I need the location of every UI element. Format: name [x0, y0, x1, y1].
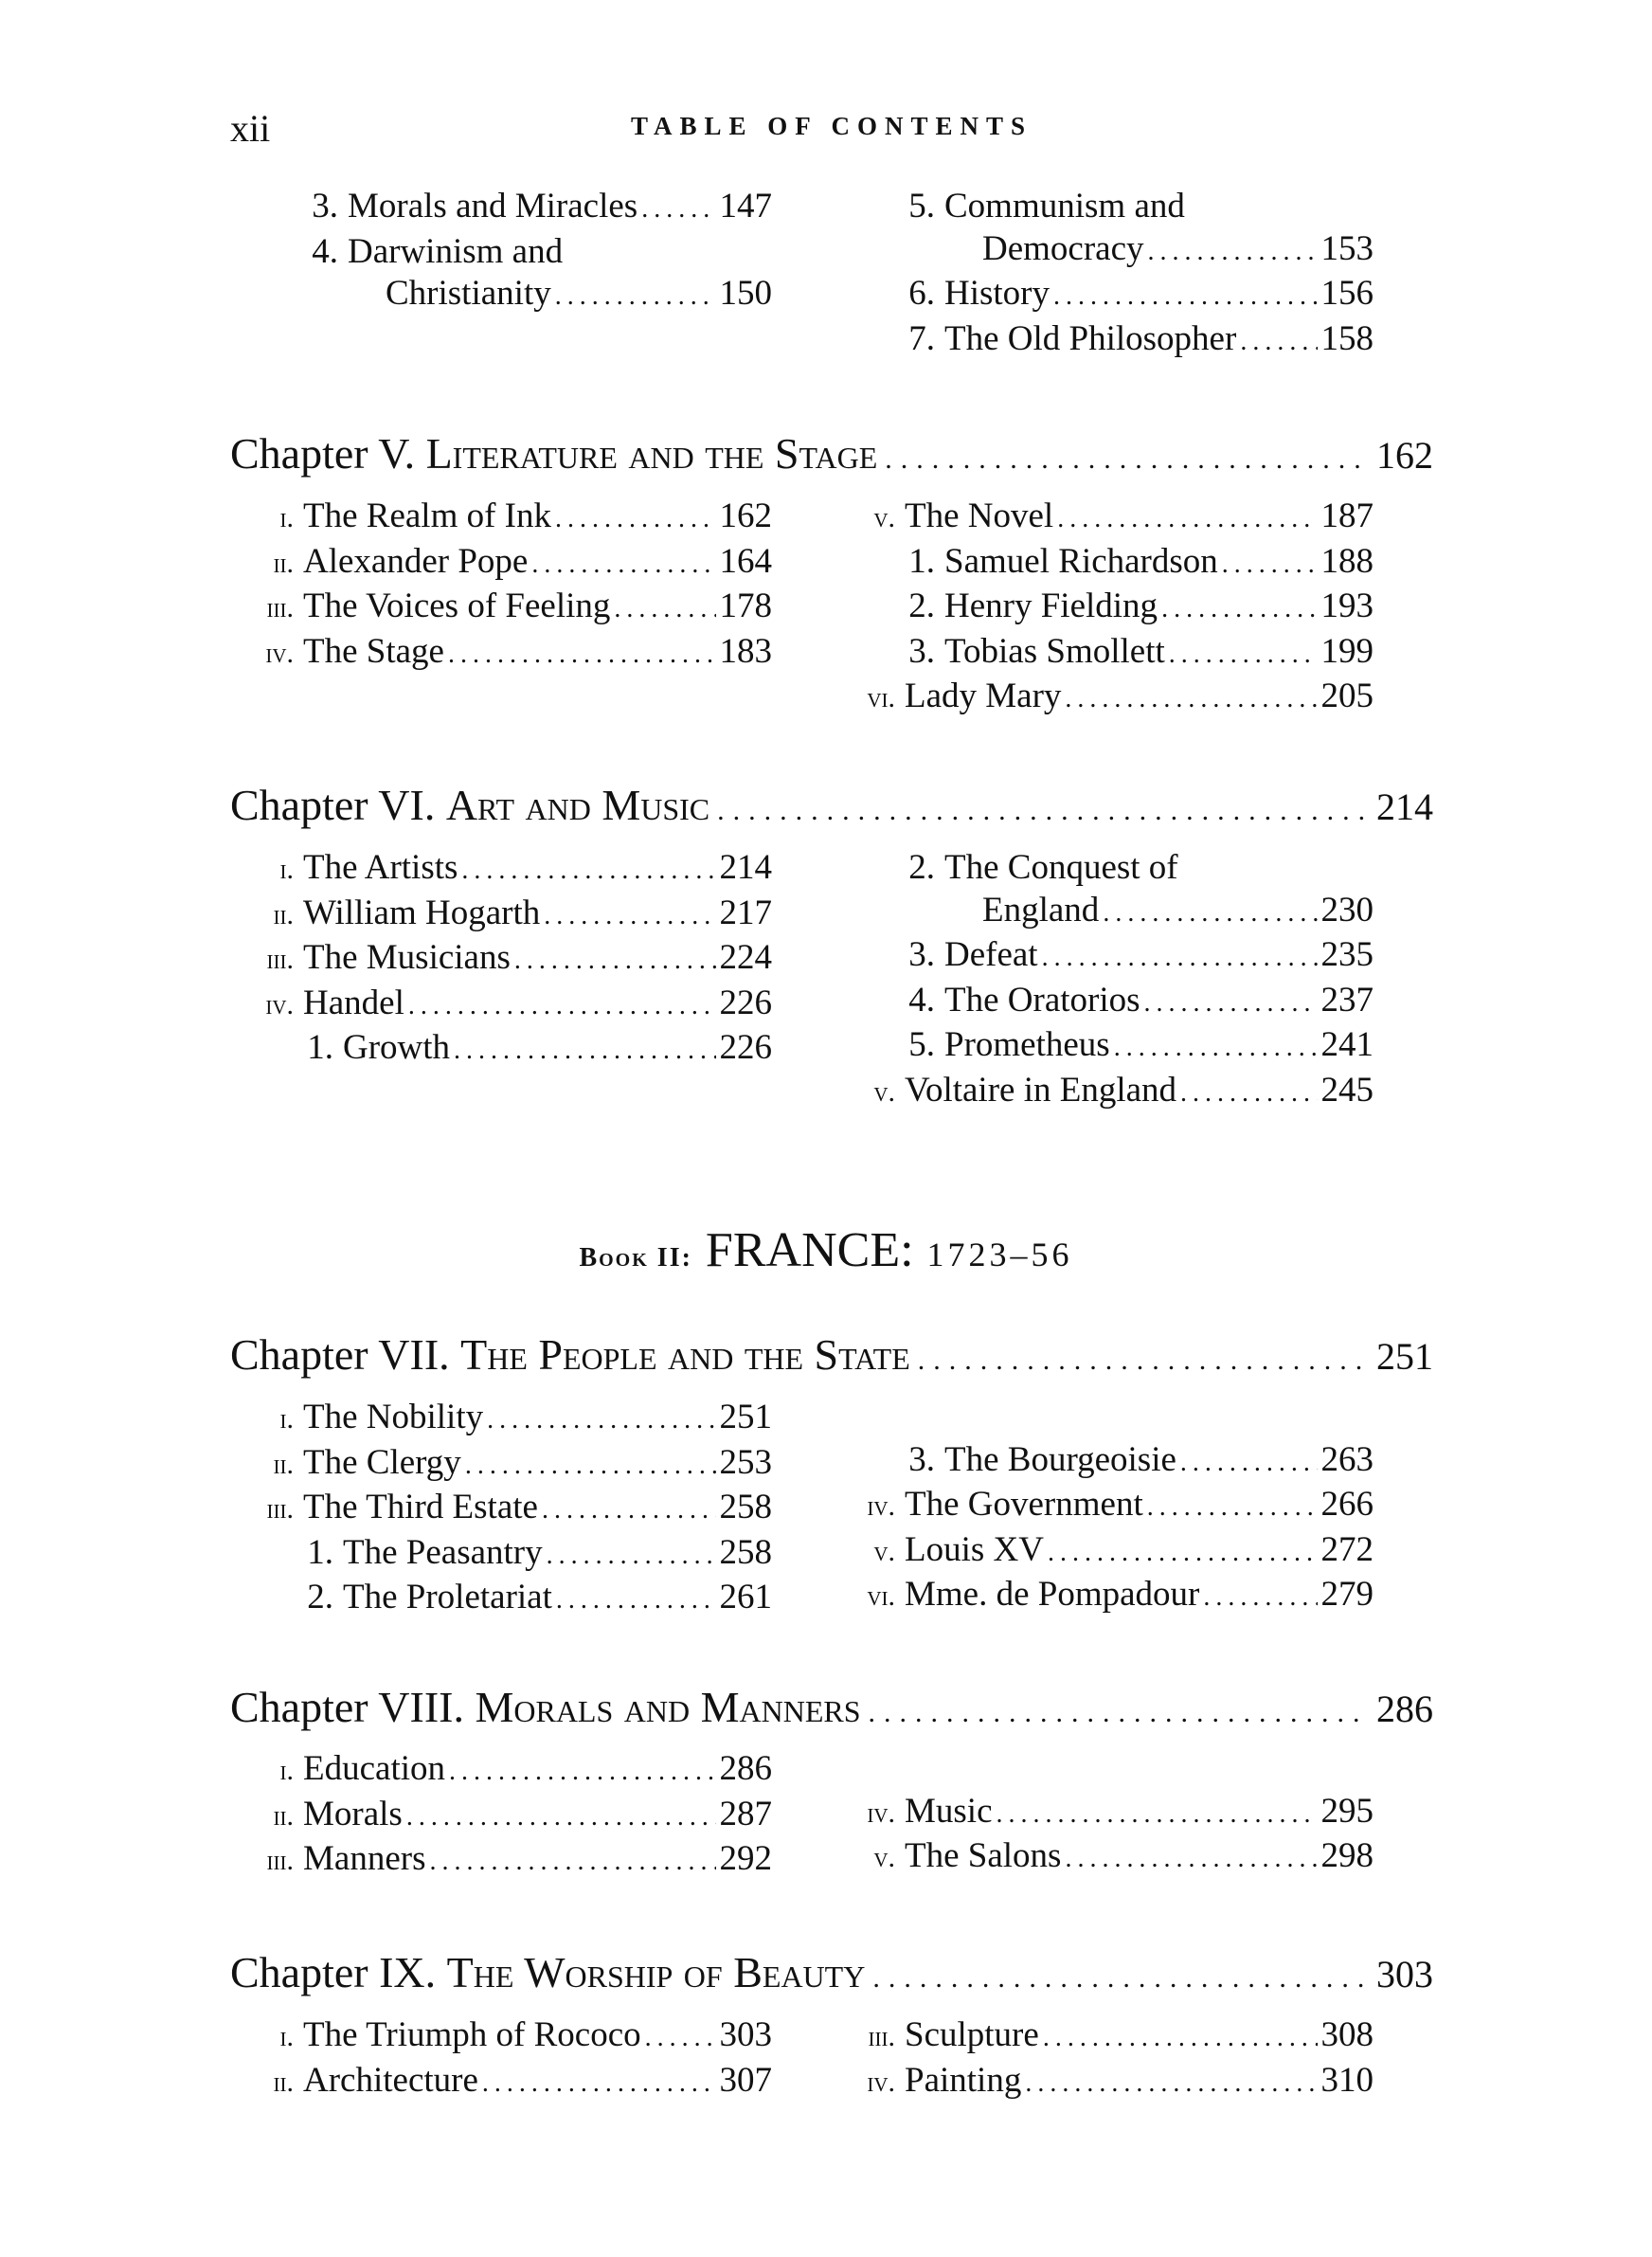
- entry-title: Darwinism and: [348, 231, 564, 271]
- entry-title: The Government: [905, 1485, 1143, 1524]
- entry-page: 251: [719, 1398, 772, 1436]
- chapter-title: Literature and the Stage: [425, 429, 878, 478]
- entry-title: Communism and: [944, 187, 1185, 226]
- entry-title: Alexander Pope: [303, 541, 529, 581]
- toc-column-ch7-left: [237, 1397, 772, 1622]
- toc-column-ch5-right: [838, 496, 1374, 721]
- entry-page: 258: [719, 1532, 772, 1572]
- entry-title: Defeat: [944, 935, 1038, 974]
- chapter-heading-6[interactable]: [230, 780, 1433, 830]
- toc-entry[interactable]: 2. The Proletariat ..... 261: [237, 1577, 772, 1622]
- entry-title: Prometheus: [944, 1025, 1110, 1064]
- entry-page: 164: [719, 541, 772, 581]
- entry-title: Samuel Richardson: [944, 541, 1218, 581]
- toc-entry[interactable]: 2. Henry Fielding ..... 193: [838, 586, 1374, 631]
- toc-entry[interactable]: 3. Tobias Smollett ..... 199: [838, 631, 1374, 677]
- toc-entry[interactable]: iii. The Voices of Feeling ..... 178: [237, 586, 772, 631]
- entry-page: 183: [719, 631, 772, 671]
- entry-title: Manners: [303, 1839, 426, 1878]
- entry-page: 263: [1320, 1439, 1374, 1479]
- entry-title: Louis XV: [905, 1529, 1044, 1569]
- toc-entry[interactable]: [838, 890, 1374, 935]
- entry-page: 253: [719, 1442, 772, 1482]
- chapter-prefix: Chapter VIII.: [230, 1683, 464, 1731]
- entry-page: 308: [1320, 2015, 1374, 2054]
- entry-title: The Realm of Ink: [303, 497, 551, 535]
- toc-entry[interactable]: iv. Music ..... 295: [838, 1791, 1374, 1836]
- toc-entry[interactable]: 3. Defeat ..... 235: [838, 934, 1374, 980]
- book-years: 1723–56: [926, 1236, 1073, 1273]
- entry-title: Christianity: [386, 274, 551, 313]
- entry-page: 287: [719, 1794, 772, 1833]
- toc-column-ch6-left: [237, 847, 772, 1073]
- entry-page: 188: [1320, 541, 1374, 581]
- toc-entry[interactable]: iii. Sculpture ..... 308: [838, 2014, 1374, 2060]
- toc-entry[interactable]: 4. The Oratorios ..... 237: [838, 980, 1374, 1025]
- toc-entry[interactable]: iv. The Stage ..... 183: [237, 631, 772, 677]
- toc-column-ch9-left: [237, 2014, 772, 2104]
- entry-title: William Hogarth: [303, 893, 541, 932]
- entry-title: The Triumph of Rococo: [303, 2015, 641, 2054]
- toc-entry[interactable]: iv. Painting ..... 310: [838, 2060, 1374, 2105]
- entry-page: 241: [1320, 1025, 1374, 1064]
- chapter-title: The Worship of Beauty: [446, 1948, 866, 1996]
- entry-page: 178: [719, 587, 772, 625]
- toc-entry[interactable]: 1. Samuel Richardson ..... 188: [838, 541, 1374, 587]
- entry-title: The Nobility: [303, 1398, 484, 1436]
- chapter-heading-9[interactable]: [230, 1947, 1433, 1997]
- toc-entry[interactable]: ii. William Hogarth ..... 217: [237, 893, 772, 938]
- toc-entry[interactable]: i. The Nobility ..... 251: [237, 1397, 772, 1442]
- toc-entry[interactable]: iii. The Musicians ..... 224: [237, 937, 772, 983]
- entry-title: The Peasantry: [343, 1532, 543, 1572]
- chapter-page: 303: [1376, 1953, 1433, 1995]
- entry-page: 205: [1320, 677, 1374, 715]
- toc-entry[interactable]: iii. The Third Estate ..... 258: [237, 1487, 772, 1532]
- entry-page: 292: [719, 1839, 772, 1878]
- chapter-heading-8[interactable]: [230, 1682, 1433, 1732]
- entry-page: 272: [1320, 1529, 1374, 1569]
- toc-entry[interactable]: [886, 228, 1374, 274]
- entry-page: 158: [1320, 318, 1374, 358]
- entry-page: 187: [1320, 497, 1374, 535]
- entry-page: 217: [719, 893, 772, 932]
- entry-title: The Bourgeoisie: [944, 1439, 1176, 1479]
- entry-title: Painting: [905, 2060, 1022, 2100]
- toc-entry[interactable]: i. The Triumph of Rococo ..... 303: [237, 2014, 772, 2060]
- toc-entry: 2. The Conquest of: [838, 847, 1374, 890]
- entry-title: Mme. de Pompadour: [905, 1575, 1200, 1614]
- entry-title: Handel: [303, 983, 404, 1022]
- entry-page: 261: [719, 1578, 772, 1616]
- toc-column-ch8-left: [237, 1748, 772, 1884]
- entry-title: England: [982, 890, 1100, 930]
- toc-entry[interactable]: 3. Morals and Miracles ..... 147: [289, 186, 772, 231]
- entry-title: The Oratorios: [944, 980, 1140, 1020]
- entry-page: 230: [1320, 890, 1374, 930]
- entry-title: The Novel: [905, 497, 1054, 535]
- toc-entry[interactable]: v. The Novel ..... 187: [838, 496, 1374, 541]
- entry-page: 235: [1320, 935, 1374, 974]
- entry-page: 193: [1320, 587, 1374, 625]
- book-heading: [0, 1222, 1652, 1278]
- toc-entry[interactable]: 1. The Peasantry ..... 258: [237, 1532, 772, 1578]
- toc-entry[interactable]: 6. History ..... 156: [886, 273, 1374, 318]
- entry-page: 162: [719, 497, 772, 535]
- entry-page: 279: [1320, 1575, 1374, 1614]
- entry-title: Sculpture: [905, 2015, 1039, 2054]
- toc-entry[interactable]: ii. Architecture ..... 307: [237, 2060, 772, 2105]
- toc-entry[interactable]: iv. The Government ..... 266: [838, 1484, 1374, 1529]
- toc-column-ch9-right: [838, 2014, 1374, 2104]
- entry-page: 214: [719, 848, 772, 887]
- entry-title: Growth: [343, 1028, 451, 1067]
- toc-column-top-left: [289, 186, 772, 318]
- chapter-prefix: Chapter VI.: [230, 781, 436, 829]
- entry-page: 310: [1320, 2060, 1374, 2100]
- entry-title: The Third Estate: [303, 1488, 538, 1526]
- chapter-heading-7[interactable]: [230, 1329, 1433, 1380]
- toc-column-ch8-right: [838, 1791, 1374, 1881]
- entry-title: Education: [303, 1749, 446, 1788]
- toc-column-ch7-right: [838, 1439, 1374, 1619]
- chapter-title: The People and the State: [460, 1330, 910, 1379]
- toc-entry[interactable]: ii. Alexander Pope ..... 164: [237, 541, 772, 587]
- entry-title: The Artists: [303, 848, 458, 887]
- entry-title: The Musicians: [303, 938, 511, 977]
- chapter-title: Art and Music: [445, 781, 710, 829]
- toc-entry[interactable]: v. Voltaire in England ..... 245: [838, 1070, 1374, 1115]
- book-title: FRANCE:: [705, 1223, 914, 1277]
- entry-page: 224: [719, 938, 772, 977]
- chapter-page: 162: [1376, 434, 1433, 477]
- toc-entry[interactable]: ii. Morals ..... 287: [237, 1794, 772, 1839]
- chapter-prefix: Chapter V.: [230, 429, 416, 478]
- toc-entry[interactable]: i. Education ..... 286: [237, 1748, 772, 1794]
- entry-title: Music: [905, 1791, 993, 1831]
- toc-entry[interactable]: vi. Lady Mary ..... 205: [838, 676, 1374, 721]
- entry-title: Morals and Miracles: [348, 187, 638, 226]
- entry-title: Tobias Smollett: [944, 631, 1165, 671]
- entry-page: 266: [1320, 1485, 1374, 1524]
- entry-title: The Conquest of: [944, 848, 1178, 887]
- entry-title: Architecture: [303, 2060, 478, 2100]
- entry-title: Henry Fielding: [944, 587, 1158, 625]
- toc-entry[interactable]: [289, 273, 772, 318]
- toc-entry[interactable]: 7. The Old Philosopher ..... 158: [886, 318, 1374, 364]
- entry-title: The Old Philosopher: [944, 318, 1237, 358]
- chapter-prefix: Chapter VII.: [230, 1330, 450, 1379]
- book-label: Book II:: [579, 1243, 692, 1273]
- toc-entry[interactable]: vi. Mme. de Pompadour ..... 279: [838, 1574, 1374, 1619]
- toc-entry[interactable]: i. The Realm of Ink ..... 162: [237, 496, 772, 541]
- toc-entry: 4. Darwinism and: [289, 231, 772, 274]
- toc-entry: 5. Communism and: [886, 186, 1374, 228]
- entry-title: The Clergy: [303, 1442, 461, 1482]
- entry-page: 199: [1320, 631, 1374, 671]
- entry-page: 245: [1320, 1070, 1374, 1110]
- toc-entry[interactable]: i. The Artists ..... 214: [237, 847, 772, 893]
- entry-page: 286: [719, 1749, 772, 1788]
- chapter-page: 214: [1376, 785, 1433, 828]
- entry-page: 153: [1320, 228, 1374, 268]
- entry-title: Voltaire in England: [905, 1070, 1177, 1110]
- entry-page: 226: [719, 983, 772, 1022]
- entry-page: 156: [1320, 274, 1374, 313]
- entry-title: The Proletariat: [343, 1578, 552, 1616]
- entry-title: The Salons: [905, 1836, 1062, 1875]
- chapter-page: 251: [1376, 1335, 1433, 1378]
- entry-page: 226: [719, 1028, 772, 1067]
- entry-title: The Stage: [303, 631, 444, 671]
- entry-page: 307: [719, 2060, 772, 2100]
- page-number: xii: [230, 107, 271, 150]
- toc-entry[interactable]: iii. Manners ..... 292: [237, 1838, 772, 1884]
- entry-page: 295: [1320, 1791, 1374, 1831]
- toc-entry[interactable]: 1. Growth ..... 226: [237, 1027, 772, 1073]
- entry-title: Morals: [303, 1794, 403, 1833]
- entry-title: Democracy: [982, 228, 1144, 268]
- toc-column-top-right: [886, 186, 1374, 363]
- toc-entry[interactable]: v. Louis XV ..... 272: [838, 1529, 1374, 1575]
- entry-title: Lady Mary: [905, 677, 1062, 715]
- entry-page: 298: [1320, 1836, 1374, 1875]
- toc-entry[interactable]: v. The Salons ..... 298: [838, 1835, 1374, 1881]
- toc-entry[interactable]: 5. Prometheus ..... 241: [838, 1024, 1374, 1070]
- toc-entry[interactable]: iv. Handel ..... 226: [237, 983, 772, 1028]
- toc-entry[interactable]: 3. The Bourgeoisie ..... 263: [838, 1439, 1374, 1485]
- chapter-title: Morals and Manners: [475, 1683, 861, 1731]
- entry-title: The Voices of Feeling: [303, 587, 611, 625]
- toc-column-ch6-right: [838, 847, 1374, 1114]
- chapter-page: 286: [1376, 1688, 1433, 1730]
- entry-title: History: [944, 274, 1050, 313]
- entry-page: 237: [1320, 980, 1374, 1020]
- entry-page: 258: [719, 1488, 772, 1526]
- entry-page: 147: [719, 187, 772, 226]
- chapter-prefix: Chapter IX.: [230, 1948, 437, 1996]
- running-head: [230, 106, 1433, 153]
- toc-entry[interactable]: ii. The Clergy ..... 253: [237, 1442, 772, 1488]
- chapter-heading-5[interactable]: [230, 428, 1433, 478]
- toc-column-ch5-left: [237, 496, 772, 676]
- entry-page: 303: [719, 2015, 772, 2054]
- running-head-title: TABLE OF CONTENTS: [630, 112, 1033, 140]
- entry-page: 150: [719, 274, 772, 313]
